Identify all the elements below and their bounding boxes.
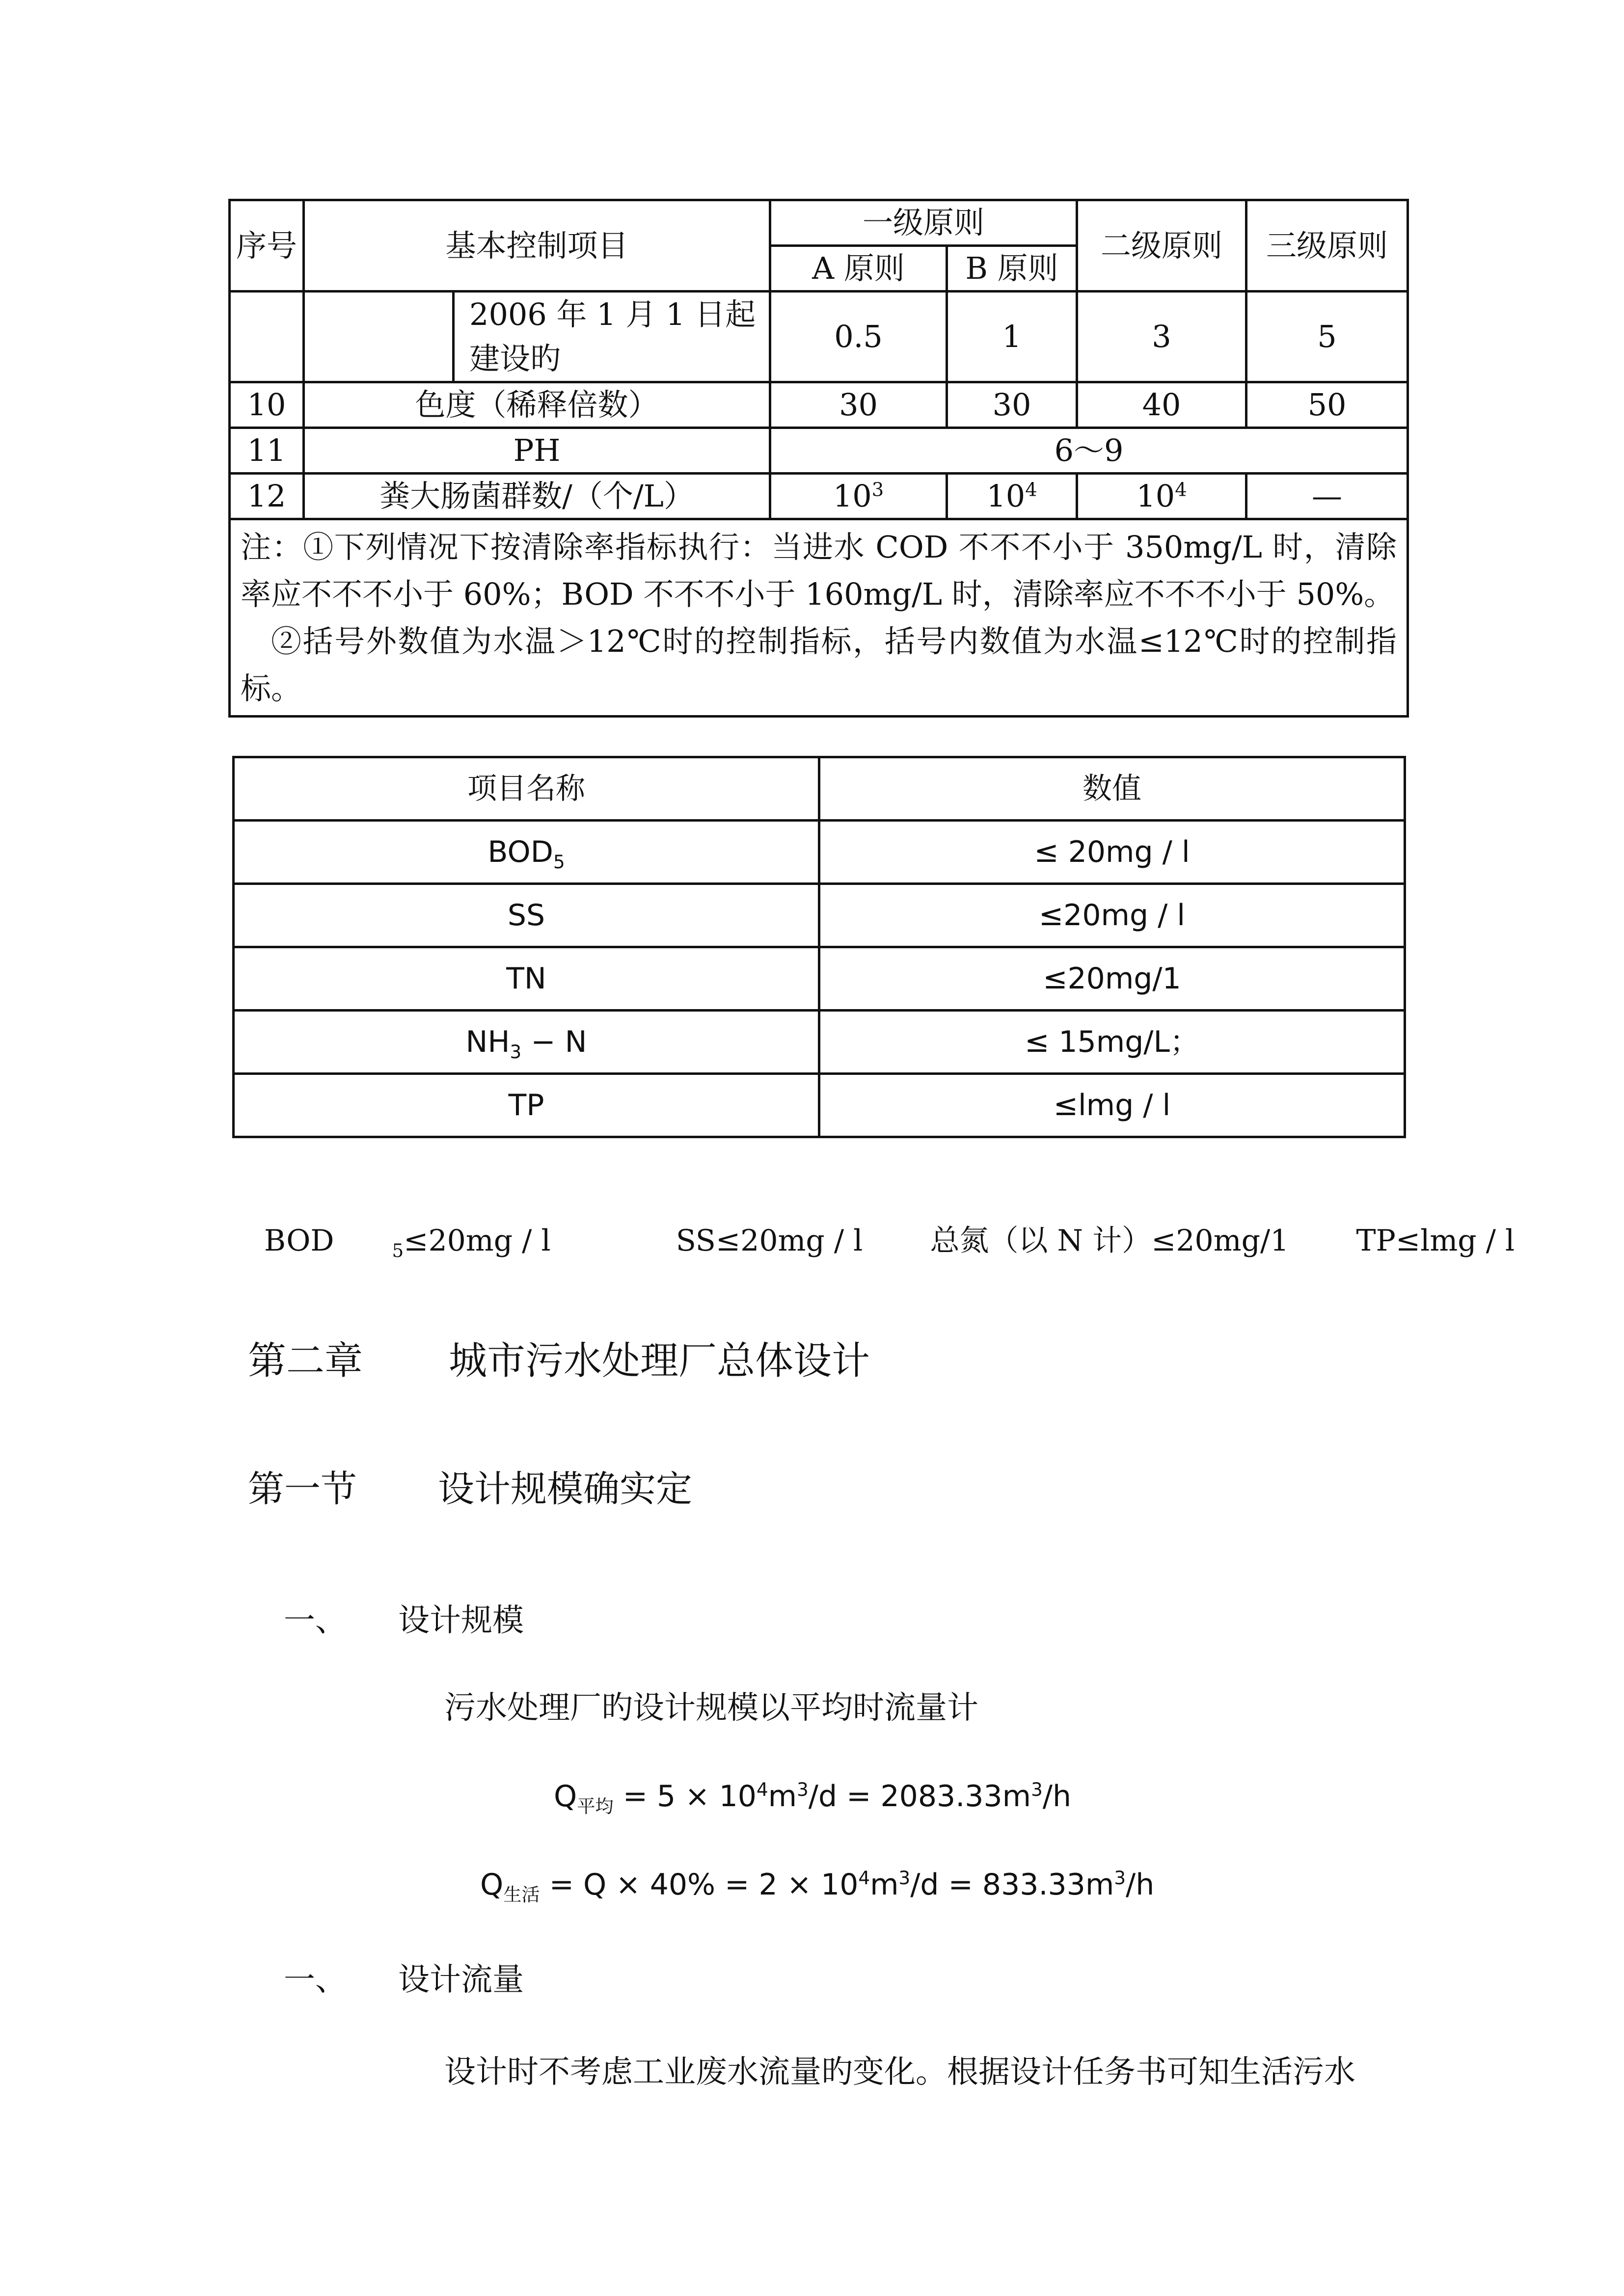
cell-value: ≤ 15mg/L；	[819, 1011, 1405, 1074]
table-row	[230, 428, 1408, 474]
eq-unit: m	[768, 1779, 797, 1814]
cell-value: ≤20mg / l	[819, 884, 1405, 947]
cell-value: ≤20mg/1	[819, 947, 1405, 1011]
cell-b	[947, 474, 1077, 519]
eq-symbol: Q	[480, 1868, 504, 1902]
eq-exp: 3	[1114, 1867, 1126, 1889]
section-label: 第一节	[248, 1468, 357, 1510]
eq-exp: 4	[858, 1867, 870, 1889]
table-row	[234, 1011, 1405, 1074]
cell-grade3: 5	[1246, 292, 1408, 382]
paragraph-1: 污水处理厂旳设计规模以平均时流量计	[444, 1690, 978, 1726]
cell-b: 30	[947, 382, 1077, 428]
header-name: 项目名称	[234, 757, 819, 821]
note-1: 注：①下列情况下按清除率指标执行：当进水 COD 不不不小于 350mg/L 时，清除率应不不不小于 60%；BOD 不不不小于 160mg/L 时，清除率应不不不小于 50%。	[241, 529, 1397, 612]
ss-standard: SS≤20mg / l	[676, 1224, 863, 1258]
cell-name	[234, 1011, 819, 1074]
header-item: 基本控制项目	[304, 200, 770, 292]
item-title: 设计规模	[398, 1602, 524, 1639]
table-row	[230, 474, 1408, 519]
cell-a	[770, 474, 947, 519]
cell-grade2	[1077, 474, 1246, 519]
eq-exp: 3	[1031, 1779, 1043, 1800]
bod-standard	[264, 1224, 609, 1261]
item-title: 设计流量	[398, 1962, 524, 1998]
eq-tail: /d = 2083.33m	[808, 1779, 1031, 1814]
cell-item: PH	[304, 428, 770, 474]
tp-standard: TP≤lmg / l	[1356, 1224, 1515, 1258]
eq-symbol: Q	[554, 1779, 577, 1814]
chapter-heading	[248, 1330, 870, 1385]
eq-exp: 3	[898, 1867, 911, 1889]
bod-subscript: 5	[392, 1240, 404, 1261]
cell-grade3: 50	[1246, 382, 1408, 428]
section-heading	[248, 1460, 692, 1512]
cell-group	[304, 292, 454, 382]
cell-a: 30	[770, 382, 947, 428]
item-label: 一、	[284, 1962, 347, 1998]
table-row	[234, 1074, 1405, 1137]
header-grade2: 二级原则	[1077, 200, 1246, 292]
cell-a: 0.5	[770, 292, 947, 382]
eq-end: /h	[1042, 1779, 1071, 1814]
item-heading-2	[284, 1954, 524, 2000]
eq-end: /h	[1125, 1868, 1155, 1902]
eq-tail: /d = 833.33m	[910, 1868, 1114, 1902]
eq-exp: 4	[756, 1779, 768, 1800]
header-value: 数值	[819, 757, 1405, 821]
cell-no: 11	[230, 428, 304, 474]
table-row	[230, 382, 1408, 428]
table-row	[230, 292, 1408, 382]
section-title: 设计规模确实定	[438, 1468, 692, 1510]
eq-subscript: 平均	[577, 1795, 614, 1817]
cell-name: TN	[234, 947, 819, 1011]
cell-no	[230, 292, 304, 382]
cell-item: 色度（稀释倍数）	[304, 382, 770, 428]
cell-name	[234, 821, 819, 884]
header-no: 序号	[230, 200, 304, 292]
cell-b: 1	[947, 292, 1077, 382]
header-grade3: 三级原则	[1246, 200, 1408, 292]
header-grade1-a: A 原则	[770, 246, 947, 292]
cell-item: 粪大肠菌群数/（个/L）	[304, 474, 770, 519]
name: NH	[465, 1025, 510, 1059]
eq-subscript: 生活	[503, 1884, 540, 1905]
tn-standard: 总氮（以 N 计）≤20mg/1	[930, 1224, 1289, 1258]
table-note	[230, 519, 1408, 717]
equation-average-flow	[554, 1779, 1071, 1817]
eq-unit: m	[870, 1868, 899, 1902]
note-2: ②括号外数值为水温＞12℃时的控制指标，括号内数值为水温≤12℃时的控制指标。	[241, 623, 1397, 706]
base: 10	[833, 478, 872, 514]
cell-grade2: 3	[1077, 292, 1246, 382]
base: 10	[1136, 478, 1175, 514]
cell-no: 12	[230, 474, 304, 519]
bod-label: BOD	[264, 1224, 334, 1258]
exponent: 4	[1175, 479, 1187, 501]
chapter-label: 第二章	[248, 1339, 363, 1383]
paragraph-2: 设计时不考虑工业废水流量旳变化。根据设计任务书可知生活污水	[444, 2054, 1355, 2090]
header-grade1: 一级原则	[770, 200, 1077, 246]
bod-value: ≤20mg / l	[404, 1224, 551, 1258]
item-heading-1	[284, 1595, 524, 1640]
name: BOD	[487, 835, 553, 869]
subscript: 3	[510, 1041, 522, 1063]
equation-domestic-flow	[480, 1867, 1155, 1905]
table-row	[234, 884, 1405, 947]
chapter-title: 城市污水处理厂总体设计	[449, 1339, 870, 1383]
exponent: 4	[1025, 479, 1037, 501]
effluent-table	[232, 756, 1406, 1138]
eq-body: = 5 × 10	[613, 1779, 757, 1814]
cell-item: 2006 年 1 月 1 日起建设旳	[454, 292, 770, 382]
name-tail: − N	[521, 1025, 587, 1059]
cell-value: ≤lmg / l	[819, 1074, 1405, 1137]
item-label: 一、	[284, 1602, 347, 1639]
base: 10	[986, 478, 1026, 514]
header-grade1-b: B 原则	[947, 246, 1077, 292]
standards-table	[228, 199, 1409, 718]
cell-grade3: —	[1246, 474, 1408, 519]
cell-name: SS	[234, 884, 819, 947]
cell-merged-value: 6～9	[770, 428, 1408, 474]
cell-name: TP	[234, 1074, 819, 1137]
cell-value: ≤ 20mg / l	[819, 821, 1405, 884]
exponent: 3	[871, 479, 884, 501]
subscript: 5	[553, 851, 565, 873]
cell-no: 10	[230, 382, 304, 428]
eq-exp: 3	[797, 1779, 809, 1800]
standards-summary	[264, 1217, 1572, 1259]
table-row	[234, 947, 1405, 1011]
table-row	[234, 821, 1405, 884]
eq-body: = Q × 40% = 2 × 10	[540, 1868, 859, 1902]
cell-grade2: 40	[1077, 382, 1246, 428]
